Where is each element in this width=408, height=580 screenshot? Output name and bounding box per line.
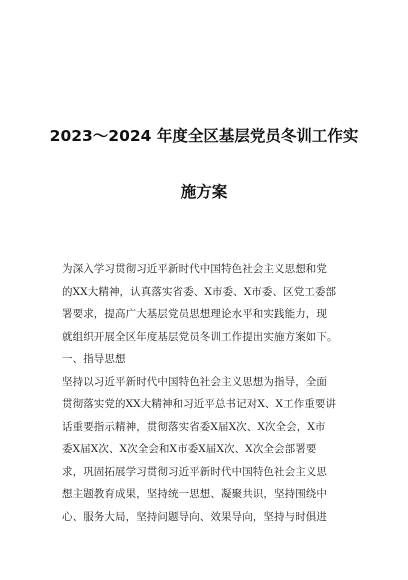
body-line: 话重要指示精神，贯彻落实省委X届X次、X次全会，X市 (62, 420, 326, 433)
body-line: 的XX大精神，认真落实省委、X市委、X市委、区党工委部 (62, 285, 337, 298)
section-heading: 一、指导思想 (62, 353, 126, 365)
document-body (62, 258, 352, 528)
body-line: 坚持以习近平新时代中国特色社会主义思想为指导，全面 (62, 375, 327, 388)
body-line: 就组织开展全区年度基层党员冬训工作提出实施方案如下。 (62, 330, 338, 343)
body-line: 想主题教育成果，坚持统一思想、凝聚共识，坚持围绕中 (62, 488, 327, 500)
body-line: 贯彻落实党的XX大精神和习近平总书记对X、X工作重要讲 (62, 398, 337, 410)
document-title-line-1: 2023～2024 年度全区基层党员冬训工作实 (49, 127, 359, 145)
body-line: 署要求，提高广大基层党员思想理论水平和实践能力，现 (62, 308, 327, 320)
document-title-line-2: 施方案 (180, 183, 228, 201)
body-line: 委X届X次、X次全会和X市委X届X次、X次全会部署要 (62, 443, 317, 455)
body-line: 求，巩固拓展学习贯彻习近平新时代中国特色社会主义思 (62, 465, 327, 478)
body-line: 心、服务大局，坚持问题导向、效果导向，坚持与时俱进 (62, 510, 327, 523)
body-line: 为深入学习贯彻习近平新时代中国特色社会主义思想和党 (62, 263, 327, 275)
